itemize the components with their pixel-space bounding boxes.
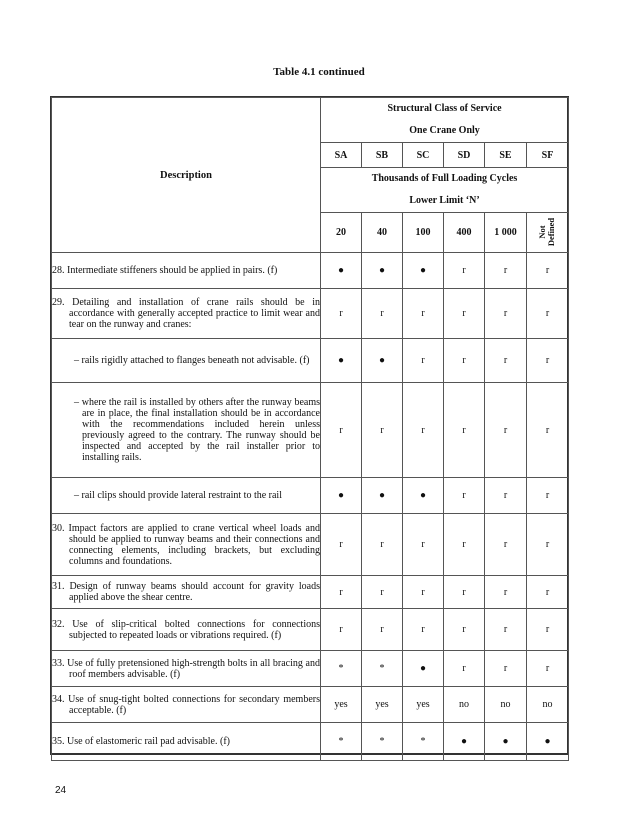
table-row xyxy=(52,609,569,651)
row-value: ● xyxy=(527,723,569,761)
row-value: r xyxy=(444,576,485,609)
class-header: SC xyxy=(403,143,444,168)
row-description: 29. Detailing and installation of crane rails should be in accordance with generally accepted practice to limit wear and tear on the runway and cranes: xyxy=(52,297,320,330)
row-description: – rails rigidly attached to flanges beneath not advisable. (f) xyxy=(74,355,310,366)
row-value: r xyxy=(403,383,444,478)
row-value: r xyxy=(485,383,527,478)
row-value: r xyxy=(403,514,444,576)
row-description: 32. Use of slip-critical bolted connections for connections subjected to repeated loads or vibrations required. (f) xyxy=(52,618,320,641)
row-value: r xyxy=(527,651,569,687)
row-value: r xyxy=(444,339,485,383)
row-description: 34. Use of snug-tight bolted connections for secondary members acceptable. (f) xyxy=(52,693,320,716)
class-header: SF xyxy=(527,143,569,168)
table-row xyxy=(52,339,569,383)
row-value: ● xyxy=(444,723,485,761)
row-description: – where the rail is installed by others after the runway beams are in place, the final installation should be in accordance with the recommendations included herein unless previously agreed to the contrary. The runway should be inspected and accepted by the rail installer prior to installing rails. xyxy=(74,397,320,463)
class-group-title: Structural Class of Service xyxy=(387,103,502,114)
row-value: r xyxy=(485,253,527,289)
row-value: yes xyxy=(321,687,362,723)
row-value: r xyxy=(321,383,362,478)
row-description: 28. Intermediate stiffeners should be applied in pairs. (f) xyxy=(52,265,278,276)
row-value: r xyxy=(403,609,444,651)
row-value: r xyxy=(527,609,569,651)
row-description: 35. Use of elastomeric rail pad advisable. (f) xyxy=(52,736,230,747)
loading-cycles-title: Thousands of Full Loading Cycles xyxy=(371,173,518,184)
row-value: ● xyxy=(321,478,362,514)
row-value: r xyxy=(527,576,569,609)
row-value: ● xyxy=(321,253,362,289)
table-row xyxy=(52,289,569,339)
row-value: * xyxy=(362,651,403,687)
table-row xyxy=(52,514,569,576)
row-value: no xyxy=(444,687,485,723)
table-row xyxy=(52,723,569,761)
row-value: yes xyxy=(403,687,444,723)
row-value: r xyxy=(485,609,527,651)
row-value: r xyxy=(485,514,527,576)
row-value: r xyxy=(444,609,485,651)
row-value: r xyxy=(527,383,569,478)
description-header: Description xyxy=(52,98,321,253)
row-value: r xyxy=(321,609,362,651)
row-value: r xyxy=(362,383,403,478)
row-description: 33. Use of fully pretensioned high-strength bolts in all bracing and roof members advisable. (f) xyxy=(52,657,320,680)
row-value: r xyxy=(527,339,569,383)
row-value: ● xyxy=(403,253,444,289)
loading-cycles-header xyxy=(321,168,569,213)
row-value: * xyxy=(321,723,362,761)
class-header: SB xyxy=(362,143,403,168)
row-value: no xyxy=(485,687,527,723)
row-value: r xyxy=(362,609,403,651)
row-value: ● xyxy=(403,478,444,514)
row-value: ● xyxy=(321,339,362,383)
row-value: ● xyxy=(362,253,403,289)
row-value: r xyxy=(485,651,527,687)
row-value: r xyxy=(485,289,527,339)
row-value: * xyxy=(403,723,444,761)
row-description: – rail clips should provide lateral restraint to the rail xyxy=(74,490,282,501)
class-header: SA xyxy=(321,143,362,168)
row-value: * xyxy=(362,723,403,761)
row-value: r xyxy=(321,576,362,609)
row-value: r xyxy=(485,339,527,383)
table-row xyxy=(52,576,569,609)
class-group-header xyxy=(321,98,569,143)
row-value: r xyxy=(362,576,403,609)
row-value: r xyxy=(444,514,485,576)
page-number: 24 xyxy=(55,785,67,796)
table-row xyxy=(52,253,569,289)
row-value: * xyxy=(321,651,362,687)
crane-service-table xyxy=(51,97,569,761)
row-value: r xyxy=(444,253,485,289)
limit-header: 400 xyxy=(444,213,485,253)
row-value: r xyxy=(485,478,527,514)
table-row xyxy=(52,478,569,514)
table-caption: Table 4.1 continued xyxy=(273,66,365,78)
row-value: r xyxy=(444,478,485,514)
table-row xyxy=(52,383,569,478)
row-description: 30. Impact factors are applied to crane vertical wheel loads and should be applied to runway beams and their connections and connecting elements, including brackets, but excluding columns and foundations. xyxy=(52,522,320,567)
table-row xyxy=(52,687,569,723)
row-value: r xyxy=(444,651,485,687)
row-value: ● xyxy=(362,478,403,514)
limit-header: 20 xyxy=(321,213,362,253)
limit-header: 1 000 xyxy=(485,213,527,253)
row-value: ● xyxy=(485,723,527,761)
row-value: r xyxy=(527,289,569,339)
row-value: yes xyxy=(362,687,403,723)
class-group-subtitle: One Crane Only xyxy=(409,125,480,136)
row-value: r xyxy=(321,289,362,339)
not-defined-line1: Not xyxy=(537,225,548,239)
row-value: r xyxy=(403,289,444,339)
row-value: r xyxy=(527,478,569,514)
row-value: r xyxy=(362,514,403,576)
row-value: r xyxy=(485,576,527,609)
row-value: ● xyxy=(362,339,403,383)
row-value: no xyxy=(527,687,569,723)
not-defined-line2: Defined xyxy=(546,217,557,247)
limit-header: 40 xyxy=(362,213,403,253)
row-value: r xyxy=(527,514,569,576)
not-defined-header xyxy=(527,213,569,253)
row-value: r xyxy=(444,289,485,339)
row-value: r xyxy=(403,576,444,609)
row-description: 31. Design of runway beams should account for gravity loads applied above the shear centre. xyxy=(52,581,320,603)
class-header: SD xyxy=(444,143,485,168)
row-value: r xyxy=(321,514,362,576)
row-value: r xyxy=(527,253,569,289)
row-value: ● xyxy=(403,651,444,687)
row-value: r xyxy=(444,383,485,478)
loading-cycles-subtitle: Lower Limit ‘N’ xyxy=(409,195,480,206)
limit-header: 100 xyxy=(403,213,444,253)
row-value: r xyxy=(403,339,444,383)
table-row xyxy=(52,651,569,687)
row-value: r xyxy=(362,289,403,339)
class-header: SE xyxy=(485,143,527,168)
